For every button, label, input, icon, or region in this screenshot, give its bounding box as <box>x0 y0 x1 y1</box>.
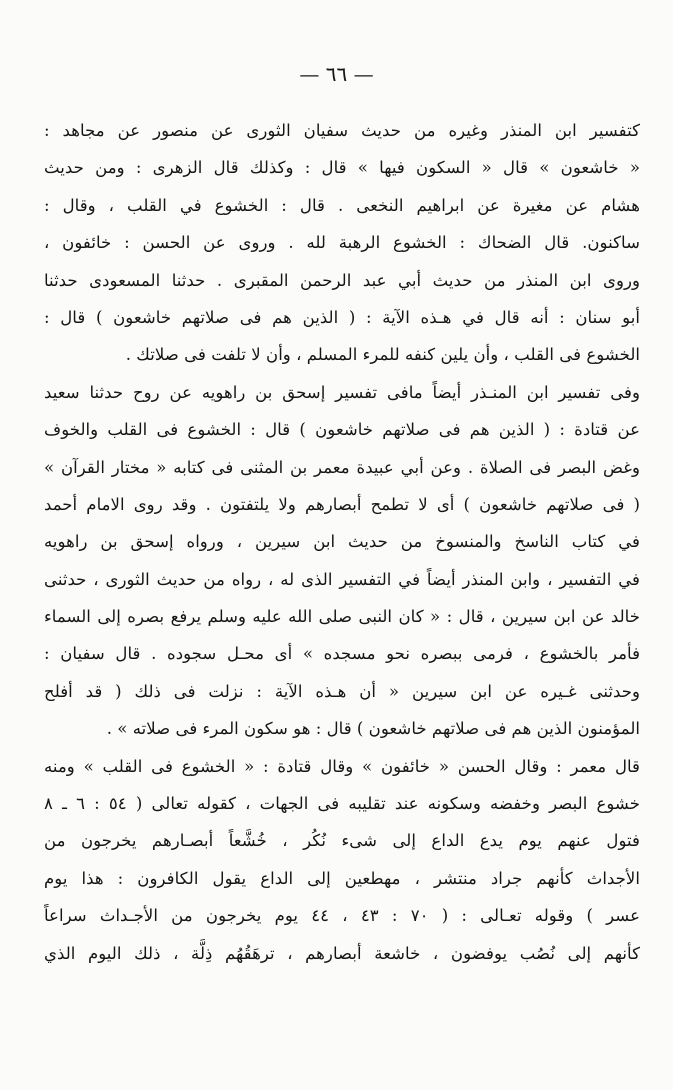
text-line: خالد عن ابن سيرين ، قال : « كان النبى صلى الله عليه وسلم يرفع بصره إلى السماء <box>44 607 640 627</box>
body-text <box>44 112 640 972</box>
text-line: الخشوع فى القلب ، وأن يلين كنفه للمرء المسلم ، وأن لا تلفت فى صلاتك . <box>125 345 640 365</box>
text-line: هشام عن مغيرة عن ابراهيم النخعى . قال : الخشوع في القلب ، وقال : <box>44 195 640 215</box>
text-line: وغض البصر فى الصلاة . وعن أبي عبيدة معمر بن المثنى فى كتابه « مختار القرآن » <box>44 457 640 477</box>
text-line: أبو سنان : أنه قال في هـذه الآية : ( الذين هم فى صلاتهم خاشعون ) قال : <box>44 307 640 327</box>
text-line: ( فى صلاتهم خاشعون ) أى لا تطمح أبصارهم ولا يلتفتون . وقد روى الامام أحمد <box>44 494 640 514</box>
text-line: « خاشعون » قال « السكون فيها » قال : وكذلك قال الزهرى : ومن حديث <box>44 158 640 178</box>
text-line: كتفسير ابن المنذر وغيره من حديث سفيان الثورى عن منصور عن مجاهد : <box>44 121 640 140</box>
text-line: قال معمر : وقال الحسن « خائفون » وقال قتادة : « الخشوع فى القلب » ومنه <box>44 756 640 776</box>
text-line: المؤمنون الذين هم فى صلاتهم خاشعون ) قال : هو سكون المرء فى صلاته » . <box>106 719 640 739</box>
text-line: وفى تفسير ابن المنـذر أيضاً مافى تفسير إسحق بن راهويه عن روح حدثنا سعيد <box>44 382 640 402</box>
page-number: — ٦٦ — <box>299 62 374 86</box>
text-line: فتول عنهم يوم يدع الداع إلى شىء نُكُر ، خُشَّعاً أبصـارهم يخرجون من <box>44 831 640 851</box>
text-line: وحدثنى غـيره عن ابن سيرين « أن هـذه الآية : نزلت فى ذلك ( قد أفلح <box>44 681 640 701</box>
text-line: عسر ) وقوله تعـالى : ( ٧٠ : ٤٣ ، ٤٤ يوم يخرجون من الأجـداث سراعاً <box>44 906 640 926</box>
text-line: الأجداث كأنهم جراد منتشر ، مهطعين إلى الداع يقول الكافرون : هذا يوم <box>44 868 640 888</box>
text-line: ساكنون. قال الضحاك : الخشوع الرهبة لله . وروى عن الحسن : خائفون ، <box>44 233 640 253</box>
text-line: كأنهم إلى نُصُب يوفضون ، خاشعة أبصارهم ، ترهَقُهُم ذِلَّة ، ذلك اليوم الذي <box>44 943 640 963</box>
text-line: عن قتادة : ( الذين هم فى صلاتهم خاشعون ) قال : الخشوع فى القلب والخوف <box>44 420 640 440</box>
text-line: خشوع البصر وخفضه وسكونه عند تقليبه فى الجهات ، كقوله تعالى ( ٥٤ : ٦ ـ ٨ <box>44 794 640 814</box>
text-line: فأمر بالخشوع ، فرمى ببصره نحو مسجده » أى محـل سجوده . قال سفيان : <box>44 644 640 664</box>
text-line: في التفسير ، وابن المنذر أيضاً في التفسير الذى له ، رواه من حديث الثورى ، حدثنى <box>44 569 640 589</box>
text-line: وروى ابن المنذر من حديث أبي عبد الرحمن المقبرى . حدثنا المسعودى حدثنا <box>44 270 640 290</box>
text-line: في كتاب الناسخ والمنسوخ من حديث ابن سيرين ، ورواه إسحق بن راهويه <box>44 532 640 552</box>
